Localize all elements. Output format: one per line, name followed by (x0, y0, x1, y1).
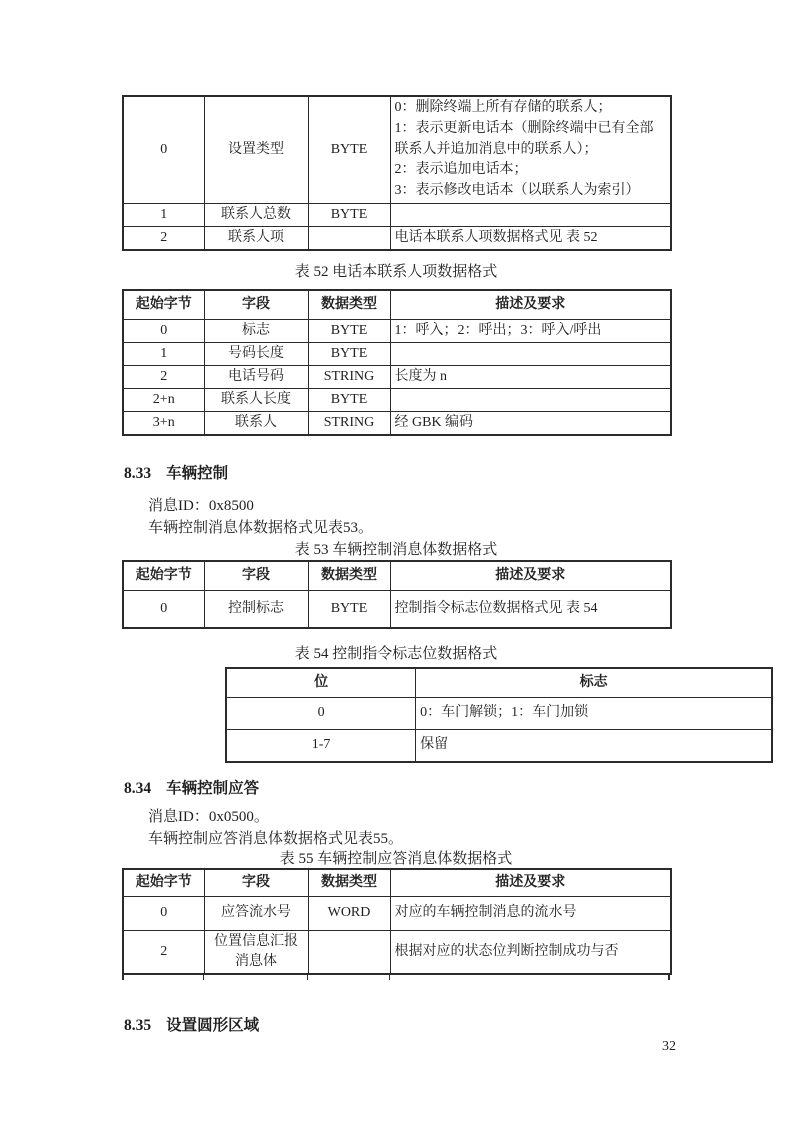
table-row (123, 930, 671, 974)
desc-line: 0：删除终端上所有存储的联系人； (394, 100, 612, 115)
header-start-byte: 起始字节 (123, 290, 204, 320)
page-number: 32 (662, 1039, 676, 1054)
table-54 (225, 667, 773, 763)
cell-start-byte: 2 (123, 365, 204, 388)
paragraph-message-id: 消息ID：0x0500。 (148, 808, 269, 825)
paragraph-body-format-ref: 车辆控制消息体数据格式见表53。 (148, 519, 374, 536)
header-start-byte: 起始字节 (123, 561, 204, 591)
section-number: 8.34 (124, 779, 152, 797)
table-55-continuation-lines (122, 975, 670, 980)
cell-start-byte: 0 (123, 590, 204, 628)
table-52-caption: 表 52 电话本联系人项数据格式 (294, 263, 498, 280)
header-description: 描述及要求 (390, 561, 671, 591)
section-number: 8.33 (124, 464, 152, 482)
cell-description: 经 GBK 编码 (390, 411, 671, 435)
section-8-33-heading (124, 464, 670, 484)
cell-data-type (308, 930, 390, 974)
cell-description: 长度为 n (390, 365, 671, 388)
desc-line: 3：表示修改电话本（以联系人为索引） (394, 183, 640, 199)
section-number: 8.35 (124, 1016, 152, 1034)
desc-line: 1：表示更新电话本（删除终端中已有全部联系人并追加消息中的联系人）； (394, 120, 654, 157)
cell-data-type: BYTE (308, 203, 390, 226)
cell-field: 联系人项 (204, 226, 308, 250)
cell-field: 位置信息汇报消息体 (204, 930, 308, 974)
cell-bit: 1-7 (226, 729, 416, 762)
cell-data-type: BYTE (308, 342, 390, 365)
cell-data-type: BYTE (308, 388, 390, 411)
cell-start-byte: 2+n (123, 388, 204, 411)
cell-field: 联系人长度 (204, 388, 308, 411)
cell-field: 联系人 (204, 411, 308, 435)
cell-description (390, 96, 671, 203)
table-row (123, 411, 671, 435)
section-8-34-heading (124, 779, 670, 799)
header-description: 描述及要求 (390, 290, 671, 320)
paragraph-body-format-ref: 车辆控制应答消息体数据格式见表55。 (148, 830, 404, 847)
cell-start-byte: 2 (123, 930, 204, 974)
cell-field: 应答流水号 (204, 896, 308, 930)
cell-start-byte: 1 (123, 203, 204, 226)
cell-field: 控制标志 (204, 590, 308, 628)
cell-description: 1：呼入；2：呼出；3：呼入/呼出 (390, 319, 671, 342)
cell-description: 电话本联系人项数据格式见 表 52 (390, 226, 671, 250)
cell-start-byte: 3+n (123, 411, 204, 435)
table-row (123, 342, 671, 365)
cell-description: 控制指令标志位数据格式见 表 54 (390, 590, 671, 628)
cell-description (390, 388, 671, 411)
section-title: 设置圆形区域 (166, 1016, 260, 1034)
table-row (226, 729, 772, 762)
header-start-byte: 起始字节 (123, 869, 204, 897)
header-bit: 位 (226, 668, 416, 698)
table-header-row (123, 869, 671, 897)
desc-line: 2：表示追加电话本； (394, 162, 528, 178)
table-row (123, 896, 671, 930)
cell-description: 根据对应的状态位判断控制成功与否 (390, 930, 671, 974)
cell-field: 号码长度 (204, 342, 308, 365)
cell-start-byte: 1 (123, 342, 204, 365)
table-header-row (226, 668, 772, 698)
section-title: 车辆控制 (166, 464, 229, 482)
cell-flag: 保留 (416, 729, 772, 762)
table-row (123, 203, 671, 226)
cell-start-byte: 0 (123, 319, 204, 342)
cell-bit: 0 (226, 697, 416, 729)
cell-data-type: STRING (308, 365, 390, 388)
paragraph-message-id: 消息ID：0x8500 (148, 497, 254, 514)
cell-description (390, 203, 671, 226)
phonebook-setting-table (122, 95, 672, 251)
table-header-row (123, 561, 671, 591)
table-row (123, 226, 671, 250)
cell-data-type (308, 226, 390, 250)
table-53 (122, 560, 672, 629)
cell-start-byte: 0 (123, 896, 204, 930)
cell-start-byte: 0 (123, 96, 204, 203)
header-field: 字段 (204, 290, 308, 320)
cell-field: 设置类型 (204, 96, 308, 203)
cell-start-byte: 2 (123, 226, 204, 250)
cell-description (390, 342, 671, 365)
header-data-type: 数据类型 (308, 561, 390, 591)
table-row (123, 365, 671, 388)
table-row (123, 590, 671, 628)
cell-data-type: STRING (308, 411, 390, 435)
cell-field: 联系人总数 (204, 203, 308, 226)
section-8-35-heading (124, 1016, 670, 1036)
header-field: 字段 (204, 561, 308, 591)
header-field: 字段 (204, 869, 308, 897)
header-data-type: 数据类型 (308, 869, 390, 897)
section-title: 车辆控制应答 (166, 779, 260, 797)
table-header-row (123, 290, 671, 320)
cell-data-type: BYTE (308, 590, 390, 628)
table-55-caption: 表 55 车辆控制应答消息体数据格式 (279, 850, 513, 867)
cell-field: 电话号码 (204, 365, 308, 388)
table-row (123, 388, 671, 411)
header-description: 描述及要求 (390, 869, 671, 897)
table-row (226, 697, 772, 729)
table-54-caption: 表 54 控制指令标志位数据格式 (294, 645, 498, 662)
cell-data-type: WORD (308, 896, 390, 930)
cell-flag: 0：车门解锁；1：车门加锁 (416, 697, 772, 729)
table-55 (122, 868, 672, 975)
table-52 (122, 289, 672, 436)
page-content (122, 0, 670, 1036)
table-row (123, 96, 671, 203)
table-row (123, 319, 671, 342)
cell-data-type: BYTE (308, 319, 390, 342)
cell-description: 对应的车辆控制消息的流水号 (390, 896, 671, 930)
cell-data-type: BYTE (308, 96, 390, 203)
cell-field: 标志 (204, 319, 308, 342)
header-flag: 标志 (416, 668, 772, 698)
header-data-type: 数据类型 (308, 290, 390, 320)
table-53-caption: 表 53 车辆控制消息体数据格式 (294, 541, 498, 558)
